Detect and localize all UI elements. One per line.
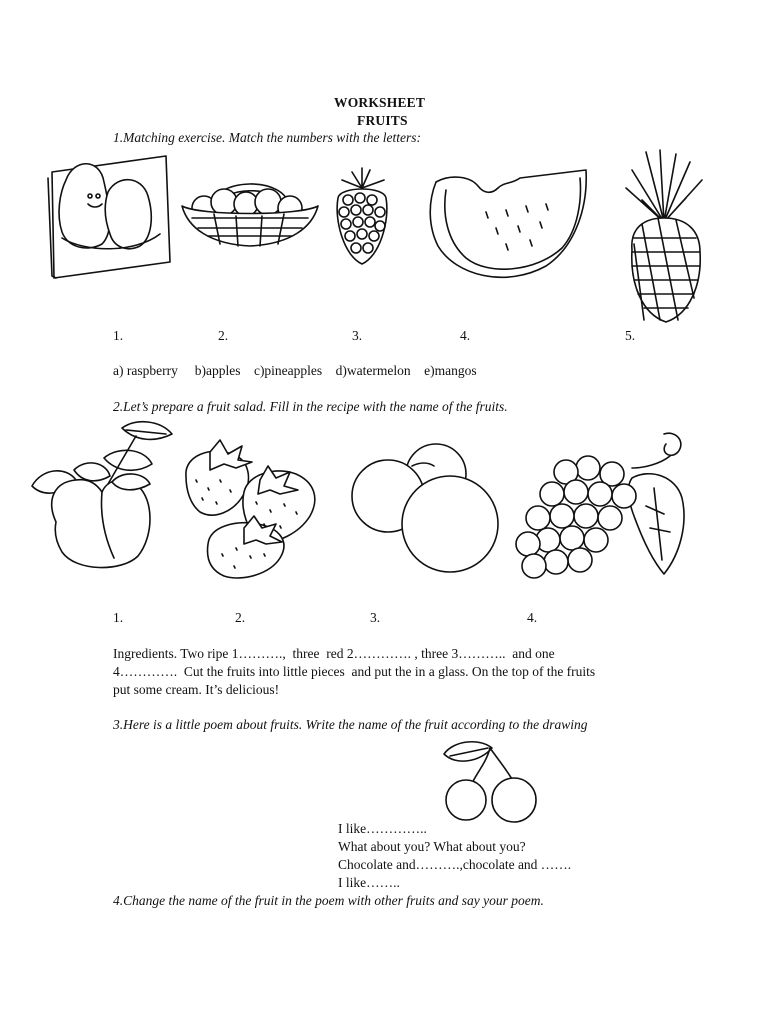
raspberry-drawing xyxy=(330,168,394,266)
exercise-2-instruction: 2.Let’s prepare a fruit salad. Fill in the recipe with the name of the fruits. xyxy=(113,399,508,414)
poem-line-3: Chocolate and……….,chocolate and ……. xyxy=(338,857,572,872)
worksheet-title: WORKSHEET xyxy=(334,95,426,110)
ex1-number-3: 3. xyxy=(352,328,363,343)
exercise-1-instruction: 1.Matching exercise. Match the numbers with the letters: xyxy=(113,130,422,145)
ex1-number-5: 5. xyxy=(625,328,636,343)
ex1-number-1: 1. xyxy=(113,328,124,343)
poem-line-1: I like………….. xyxy=(338,821,427,836)
poem-line-2: What about you? What about you? xyxy=(338,839,526,854)
pineapple-drawing xyxy=(620,148,710,326)
mango-drawing xyxy=(44,152,174,280)
exercise-4-instruction: 4.Change the name of the fruit in the poem with other fruits and say your poem. xyxy=(113,893,544,908)
exercise-3-instruction: 3.Here is a little poem about fruits. Write the name of the fruit according to the drawing xyxy=(113,717,588,732)
ex1-number-4: 4. xyxy=(460,328,471,343)
ex1-options: a) raspberry b)apples c)pineapples d)watermelon e)mangos xyxy=(113,363,477,378)
peach-drawing xyxy=(26,418,176,574)
apple-basket-drawing xyxy=(180,172,320,256)
oranges-drawing xyxy=(350,444,500,578)
recipe-line-1: Ingredients. Two ripe 1………., three red 2…………. , three 3……….. and one xyxy=(113,646,555,661)
strawberries-drawing xyxy=(180,436,320,584)
ex2-number-4: 4. xyxy=(527,610,538,625)
ex2-number-2: 2. xyxy=(235,610,246,625)
recipe-line-3: put some cream. It’s delicious! xyxy=(113,682,280,697)
recipe-line-2: 4…………. Cut the fruits into little pieces and put the in a glass. On the top of the fruits xyxy=(113,664,596,679)
cherries-drawing xyxy=(440,736,544,822)
worksheet-subtitle: FRUITS xyxy=(357,113,408,128)
poem-line-4: I like…….. xyxy=(338,875,400,890)
ex2-number-3: 3. xyxy=(370,610,381,625)
ex1-number-2: 2. xyxy=(218,328,229,343)
ex2-number-1: 1. xyxy=(113,610,124,625)
watermelon-drawing xyxy=(426,166,590,290)
grapes-drawing xyxy=(514,428,694,590)
